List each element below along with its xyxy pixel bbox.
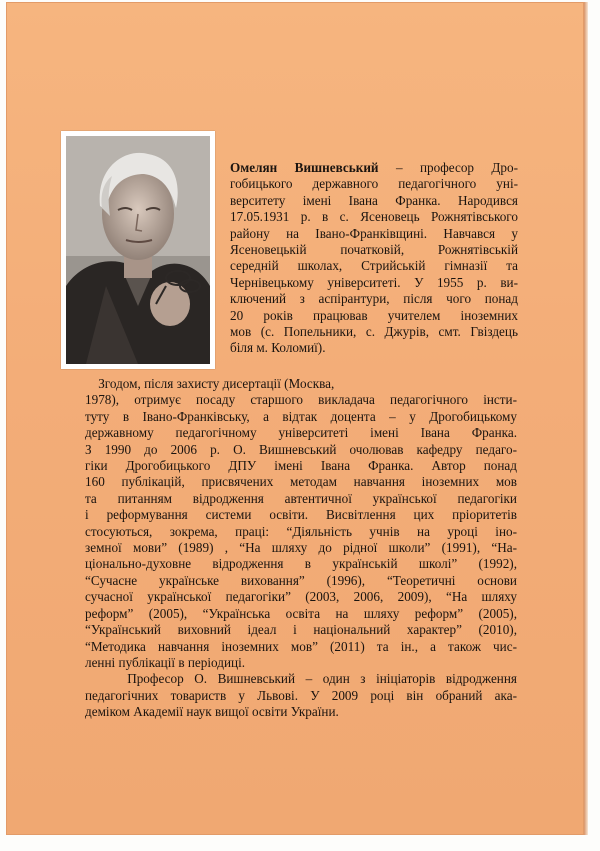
text-line: ціонально-духовне відродження в українській школі” (1992), xyxy=(85,556,517,572)
text-line: ключений з аспірантури, після чого понад xyxy=(230,291,518,307)
text-line: ленні публікації в періодиці. xyxy=(85,654,246,670)
text-line: державному педагогічному університеті імені Івана Франка. xyxy=(85,425,517,441)
text-line: З 1990 до 2006 р. О. Вишневський очолював кафедру педаго- xyxy=(85,441,517,457)
text-line: туту в Івано-Франківську, а відтак доцента – у Дрогобицькому xyxy=(85,408,517,424)
text-line: мов (с. Попельники, с. Джурів, смт. Гвіздець xyxy=(230,324,518,340)
author-photo-frame xyxy=(61,131,215,369)
first-line-rest: – професор Дро- xyxy=(378,160,519,175)
text-line: земної мови” (1989) , “На шляху до рідної школи” (1991), “На- xyxy=(85,540,517,556)
text-line: 160 публікацій, присвячених методам навчання іноземних мов xyxy=(85,474,517,490)
text-line: 1978), отримує посаду старшого викладача педагогічного інсти- xyxy=(85,392,517,408)
text-line: району на Івано-Франківщині. Навчався у xyxy=(230,225,518,241)
text-line: сучасної української педагогіки” (2003, 2006, 2009), “На шляху xyxy=(85,589,517,605)
text-line: Чернівецькому університеті. У 1955 р. ви- xyxy=(230,274,518,290)
text-line: деміком Академії наук вищої освіти України. xyxy=(85,704,339,720)
text-line: Ясеновецькій початковій, Рожнятівській xyxy=(230,242,518,258)
cover-edge xyxy=(584,2,588,835)
author-photo xyxy=(66,136,210,364)
text-line: “Методика навчання іноземних мов” (2011) та ін., а також чис- xyxy=(85,638,517,654)
text-line: гобицького державного педагогічного уні- xyxy=(230,176,518,192)
text-line: Професор О. Вишневський – один з ініціаторів відродження xyxy=(85,671,517,687)
text-line: 20 років працював учителем іноземних xyxy=(230,307,518,323)
text-line: 17.05.1931 р. в с. Ясеновець Рожнятівського xyxy=(230,209,518,225)
biography-first-line xyxy=(230,160,518,176)
text-line: верситету імені Івана Франка. Народився xyxy=(230,192,518,208)
text-line: і реформування системи освіти. Висвітлення цих пріоритетів xyxy=(85,507,517,523)
author-name: Омелян Вишневський xyxy=(230,160,379,175)
portrait-photo-icon xyxy=(66,136,210,364)
text-line: середній школах, Стрийській гімназії та xyxy=(230,258,518,274)
text-line: стосуються, зокрема, праці: “Діяльність учнів на уроці іно- xyxy=(85,523,517,539)
text-line: педагогічних товариств у Львові. У 2009 році він обраний ака- xyxy=(85,687,517,703)
text-line: гіки Дрогобицького ДПУ імені Івана Франка. Автор понад xyxy=(85,458,517,474)
text-line: “Сучасне українське виховання” (1996), “Теоретичні основи xyxy=(85,572,517,588)
biography-intro xyxy=(230,160,518,357)
text-line: Згодом, після захисту дисертації (Москва, xyxy=(85,376,335,391)
text-line: “Український виховний ідеал і національний характер” (2010), xyxy=(85,622,517,638)
text-line: та питанням відродження автентичної української педагогіки xyxy=(85,490,517,506)
biography-main xyxy=(85,376,517,721)
text-line: біля м. Коломиї). xyxy=(230,340,326,356)
text-line: реформ” (2005), “Українська освіта на шляху реформ” (2005), xyxy=(85,605,517,621)
